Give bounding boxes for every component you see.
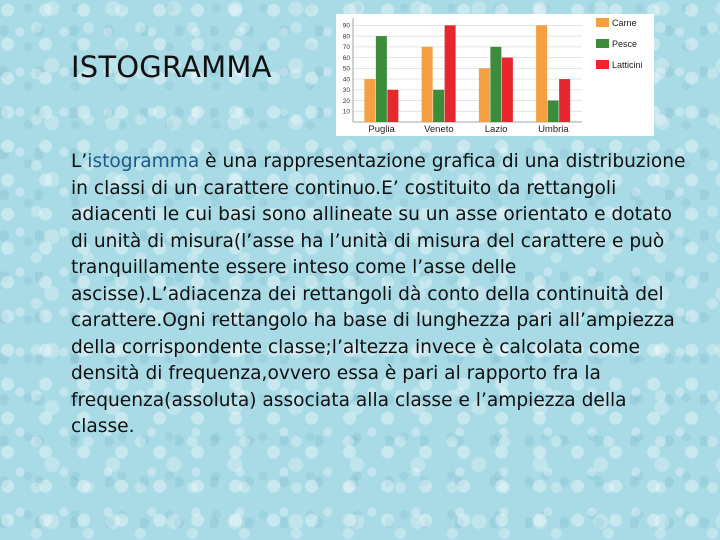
bar-latticini-veneto — [445, 25, 456, 122]
y-tick-label: 90 — [342, 22, 350, 30]
body-paragraph — [71, 149, 686, 441]
legend-label: Latticini — [612, 60, 643, 70]
legend-swatch — [596, 60, 609, 69]
bar-pesce-lazio — [490, 47, 501, 122]
bar-carne-puglia — [364, 79, 375, 122]
slide-title: ISTOGRAMMA — [71, 50, 272, 84]
y-tick-label: 60 — [342, 54, 350, 62]
x-category-label: Lazio — [484, 124, 508, 135]
term-istogramma: istogramma — [87, 151, 200, 172]
bar-latticini-lazio — [502, 58, 513, 122]
legend-label: Pesce — [612, 39, 638, 49]
bar-chart — [336, 14, 654, 136]
bar-pesce-puglia — [376, 36, 387, 122]
bar-latticini-umbria — [559, 79, 570, 122]
y-tick-label: 10 — [342, 108, 350, 116]
y-tick-label: 20 — [342, 97, 350, 105]
x-category-label: Umbria — [538, 124, 569, 135]
bar-chart-svg — [336, 14, 654, 136]
paragraph-text: è una rappresentazione grafica di una distribuzione in classi di un carattere continuo.E’ costituito da rettangoli adiacenti le cui basi sono allineate su un asse orientato e dotato di unità di misura(l’asse ha l’unità di misura del carattere e può tranquillamente essere inteso come l’asse delle ascisse).L’adiacenza dei rettangoli dà conto della continuità del carattere.Ogni rettangolo ha base di lunghezza pari all’ampiezza della corrispondente classe;l’altezza invece è calcolata come densità di frequenza,ovvero essa è pari al rapporto fra la frequenza(assoluta) associata alla classe e l’ampiezza della classe. — [71, 151, 686, 437]
y-tick-label: 70 — [342, 44, 350, 52]
legend-label: Carne — [612, 18, 637, 28]
y-tick-label: 40 — [342, 76, 350, 84]
bar-carne-lazio — [479, 68, 490, 122]
y-tick-label: 50 — [342, 65, 350, 73]
paragraph-prefix: L’ — [71, 151, 88, 172]
y-tick-label: 80 — [342, 33, 350, 41]
x-category-label: Veneto — [424, 124, 454, 135]
bar-pesce-umbria — [548, 101, 559, 122]
bar-carne-veneto — [422, 47, 433, 122]
legend-swatch — [596, 18, 609, 27]
bar-latticini-puglia — [387, 90, 398, 122]
y-tick-label: 30 — [342, 87, 350, 95]
bar-pesce-veneto — [433, 90, 444, 122]
legend-swatch — [596, 39, 609, 48]
bar-carne-umbria — [536, 25, 547, 122]
x-category-label: Puglia — [368, 124, 395, 135]
